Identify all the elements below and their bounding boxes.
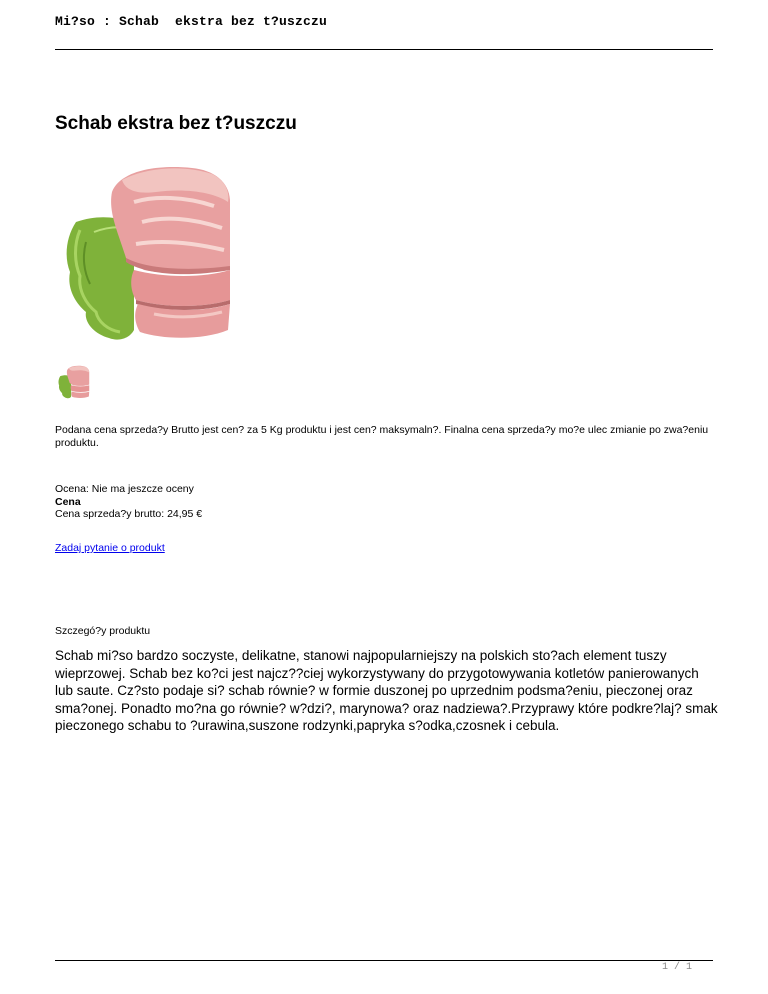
- page-number: 1 / 1: [662, 962, 693, 973]
- footer-divider: [55, 960, 713, 961]
- header-divider: [55, 49, 713, 50]
- ask-question-link[interactable]: Zadaj pytanie o produkt: [55, 542, 165, 554]
- document-header-title: Mi?so : Schab ekstra bez t?uszczu: [55, 14, 328, 29]
- product-thumbnail[interactable]: [58, 364, 90, 400]
- price-label: Cena: [55, 495, 81, 508]
- rating-price-block: [55, 483, 202, 521]
- rating-text: Ocena: Nie ma jeszcze oceny: [55, 483, 194, 495]
- details-heading: Szczegó?y produktu: [55, 625, 151, 637]
- price-value: Cena sprzeda?y brutto: 24,95 €: [55, 508, 203, 520]
- product-title: Schab ekstra bez t?uszczu: [55, 113, 297, 134]
- product-image[interactable]: [64, 162, 234, 344]
- product-description: Schab mi?so bardzo soczyste, delikatne, stanowi najpopularniejszy na polskich sto?ach element tuszy wieprzowej. Schab bez ko?ci jest najcz??ciej wykorzystywany do przygotowywania kotletów panierowanych lub saute. Cz?sto podaje si? schab równie? w formie duszonej po uprzednim podsma?eniu, pieczonej oraz sma?onej. Ponadto mo?na go równie? w?dzi?, marynowa? oraz nadziewa?.Przyprawy które podkre?laj? smak pieczonego schabu to ?urawina,suszone rodzynki,papryka s?odka,czosnek i cebula.: [55, 648, 718, 733]
- price-note: Podana cena sprzeda?y Brutto jest cen? za 5 Kg produktu i jest cen? maksymaln?. Finalna cena sprzeda?y mo?e ulec zmianie po zwa?eniu produktu.: [55, 424, 709, 449]
